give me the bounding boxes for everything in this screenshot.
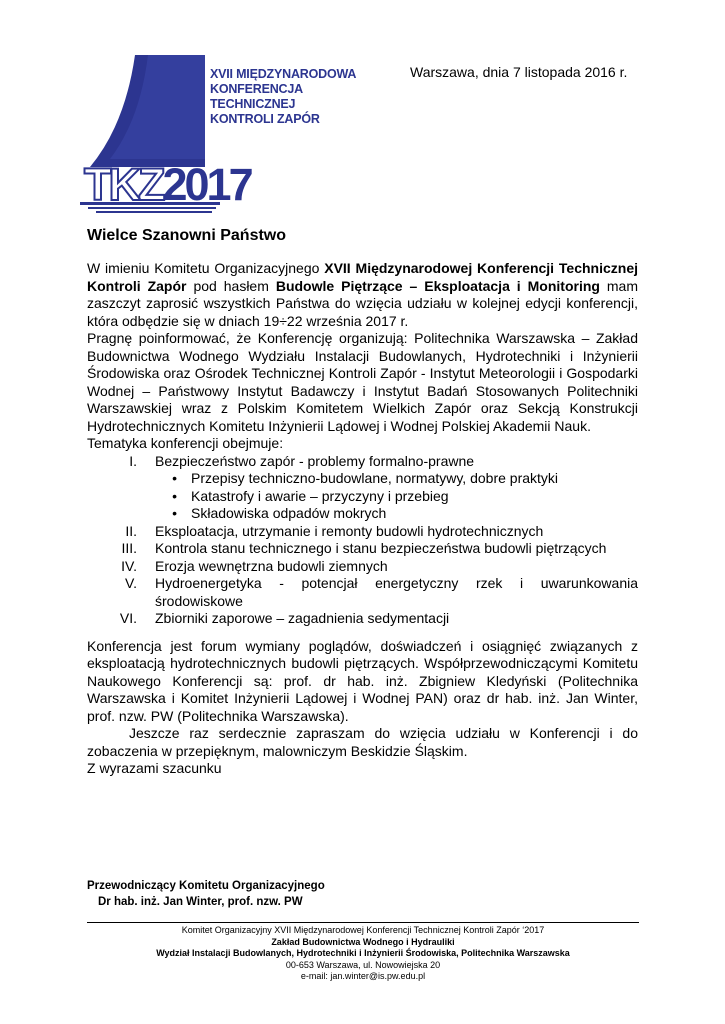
conference-logo xyxy=(80,55,357,215)
paragraph-invitation xyxy=(87,260,638,330)
logo-tkz-2017 xyxy=(84,161,251,209)
topic-number: VI. xyxy=(119,610,137,626)
logo-tkz: TKZ xyxy=(84,159,163,210)
topic-item xyxy=(87,575,638,610)
subtopic-item xyxy=(87,470,638,488)
topic-text: Eksploatacja, utrzymanie i remonty budowli hydrotechnicznych xyxy=(155,522,544,539)
topic-item xyxy=(87,558,638,576)
topic-text: Zbiorniki zaporowe – zagadnienia sedymentacji xyxy=(155,610,450,626)
paragraph-closing: Jeszcze raz serdecznie zapraszam do wzięcia udziału w Konferencji i do zobaczenia w przepięknym, malowniczym Beskidzie Śląskim. xyxy=(87,725,638,759)
logo-line: XVII MIĘDZYNARODOWA xyxy=(210,67,357,81)
topic-text: Kontrola stanu technicznego i stanu bezpieczeństwa budowli piętrzących xyxy=(155,540,607,556)
topic-item xyxy=(87,523,638,541)
conference-motto: Budowle Piętrzące – Eksploatacja i Monitoring xyxy=(275,277,600,294)
conference-name: XVII Międzynarodowej Konferencji Technicznej Kontroli Zapór xyxy=(87,260,638,294)
topic-item xyxy=(87,610,638,628)
greeting: Wielce Szanowni Państwo xyxy=(87,227,287,244)
bullet-icon: • xyxy=(172,470,177,486)
logo-line: KONTROLI ZAPÓR xyxy=(210,112,320,126)
topic-number: I. xyxy=(129,452,137,469)
footer-department: Zakład Budownictwa Wodnego i Hydrauliki xyxy=(271,936,455,947)
topics-list xyxy=(87,453,638,628)
logo-line: KONFERENCJA xyxy=(210,82,303,96)
logo-line: TECHNICZNEJ xyxy=(210,97,296,111)
text-run: W imieniu Komitetu Organizacyjnego xyxy=(87,260,325,276)
footer xyxy=(87,925,639,983)
footer-email: e-mail: jan.winter@is.pw.edu.pl xyxy=(300,971,426,981)
footer-address: 00-653 Warszawa, ul. Nowowiejska 20 xyxy=(285,959,441,970)
signature-name: Dr hab. inż. Jan Winter, prof. nzw. PW xyxy=(98,896,303,908)
footer-faculty: Wydział Instalacji Budowlanych, Hydrotechniki i Inżynierii Środowiska, Politechnika Warszawska xyxy=(156,948,570,958)
topic-number: V. xyxy=(125,575,137,591)
subtopic-text: Katastrofy i awarie – przyczyny i przebieg xyxy=(191,487,449,504)
signature-title: Przewodniczący Komitetu Organizacyjnego xyxy=(87,880,325,892)
footer-committee: Komitet Organizacyjny XVII Międzynarodowej Konferencji Technicznej Kontroli Zapór ‘2017 xyxy=(181,925,545,935)
topic-number: II. xyxy=(125,522,137,539)
subtopic-text: Przepisy techniczno-budowlane, normatywy, dobre praktyki xyxy=(191,470,559,486)
footer-divider xyxy=(87,922,639,923)
signature-block xyxy=(87,878,325,910)
letter-date: Warszawa, dnia 7 listopada 2016 r. xyxy=(410,64,628,80)
subtopic-text: Składowiska odpadów mokrych xyxy=(191,505,387,521)
topic-text: Bezpieczeństwo zapór - problemy formalno-prawne xyxy=(155,452,475,469)
topic-item xyxy=(87,453,638,471)
logo-title xyxy=(210,67,380,127)
topic-item xyxy=(87,540,638,558)
bullet-icon: • xyxy=(172,487,177,504)
topic-number: III. xyxy=(121,540,137,556)
text-run: mam zaszczyt zaprosić wszystkich Państwa do wzięcia udziału w kolejnej edycji konferencji, która odbędzie się w dniach 19÷22 września 2017 r. xyxy=(87,277,639,329)
paragraph-organizers: Pragnę poinformować, że Konferencję organizują: Politechnika Warszawska – Zakład Budownictwa Wodnego Wydziału Instalacji Budowlanych, Hydrotechniki i Inżynierii Środowiska oraz Ośrodek Technicznej Kontroli Zapór - Instytut Meteorologii i Gospodarki Wodnej – Państwowy Instytut Badawczy i Instytut Badań Stosowanych Politechniki Warszawskiej wraz z Polskim Komitetem Wielkich Zapór oraz Sekcją Konstrukcji Hydrotechnicznych Komitetu Inżynierii Lądowej i Wodnej Polskiej Akademii Nauk. xyxy=(87,330,638,434)
letter-body xyxy=(87,260,638,778)
subtopic-item xyxy=(87,488,638,506)
topic-text: Erozja wewnętrzna budowli ziemnych xyxy=(155,557,388,574)
topic-number: IV. xyxy=(121,557,137,574)
text-run: pod hasłem xyxy=(186,277,276,294)
bullet-icon: • xyxy=(172,505,177,521)
subtopic-item xyxy=(87,505,638,523)
regards: Z wyrazami szacunku xyxy=(87,760,222,776)
paragraph-forum: Konferencja jest forum wymiany poglądów, doświadczeń i osiągnięć związanych z eksploatacją hydrotechnicznych budowli piętrzących. Współprzewodniczącymi Komitetu Naukowego Konferencji są: prof. dr hab. inż. Zbigniew Kledyński (Politechnika Warszawska i Komitet Inżynierii Lądowej i Wodnej PAN) oraz dr hab. inż. Jan Winter, prof. nzw. PW (Politechnika Warszawska). xyxy=(87,637,638,724)
topic-text: Hydroenergetyka - potencjał energetyczny rzek i uwarunkowania środowiskowe xyxy=(155,575,638,609)
topics-intro: Tematyka konferencji obejmuje: xyxy=(87,435,284,451)
logo-year: 2017 xyxy=(162,159,251,210)
